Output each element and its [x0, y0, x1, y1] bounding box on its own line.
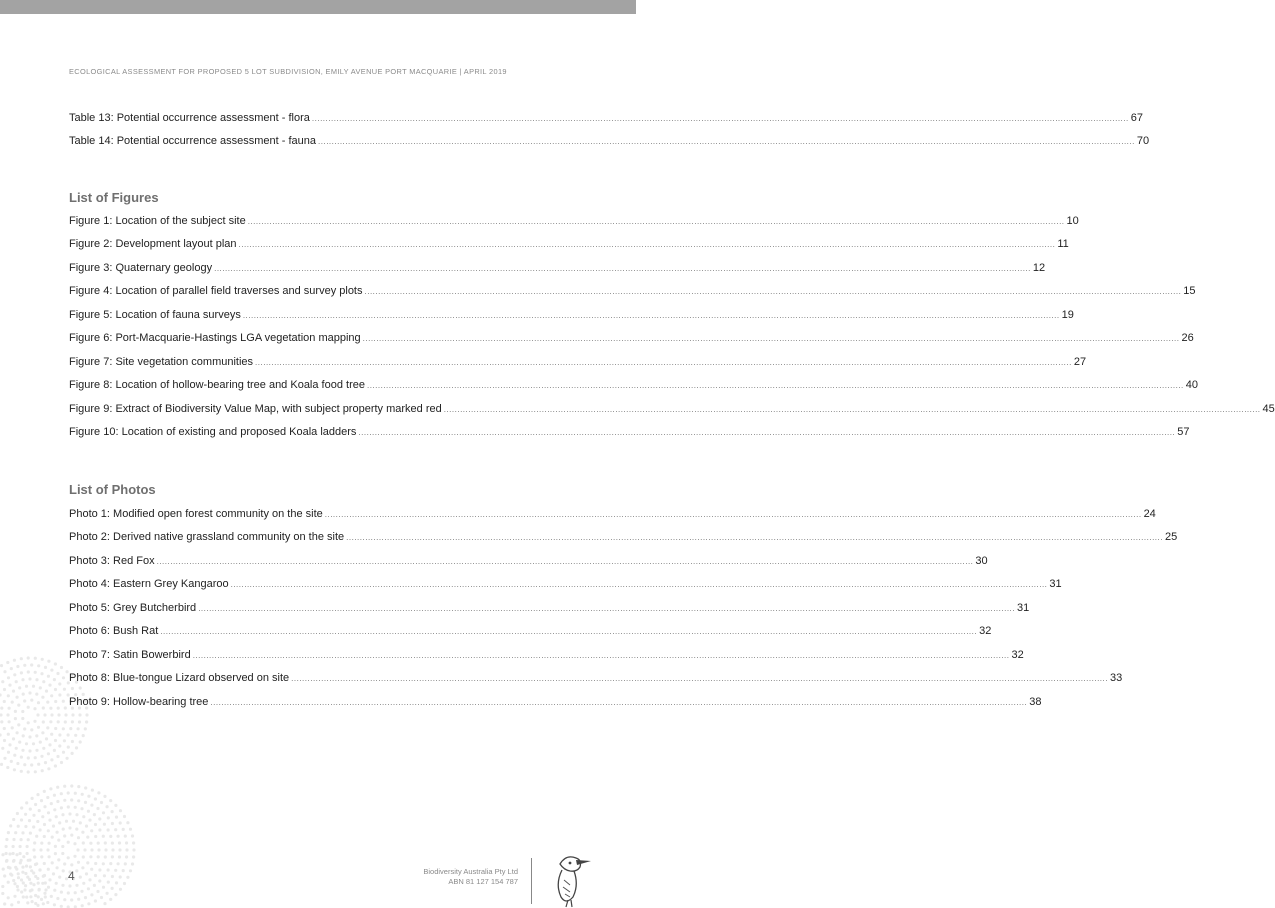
- toc-entry: [69, 135, 1150, 158]
- entry-title: Figure 7: Site vegetation communities: [69, 355, 254, 368]
- toc-entry: [69, 215, 1079, 238]
- page-number: 4: [68, 869, 75, 883]
- toc-entry: [69, 672, 1123, 695]
- dot-leader: ............................................................................................................................................................................................................................................................................................................: [443, 404, 1261, 414]
- entry-title: Photo 9: Hollow-bearing tree: [69, 695, 209, 708]
- dot-leader: ............................................................................................................................................................................................................................................................................................................: [156, 556, 974, 566]
- entry-title: Figure 8: Location of hollow-bearing tree and Koala food tree: [69, 379, 365, 392]
- dot-leader: ............................................................................................................................................................................................................................................................................................................: [255, 357, 1072, 367]
- dot-leader: ............................................................................................................................................................................................................................................................................................................: [238, 240, 1056, 250]
- list-of-figures: [69, 215, 1275, 449]
- entry-title: Figure 1: Location of the subject site: [69, 215, 246, 227]
- toc-entry: [69, 601, 1030, 625]
- running-header: ECOLOGICAL ASSESSMENT FOR PROPOSED 5 LOT SUBDIVISION, EMILY AVENUE PORT MACQUARIE | APRIL 2019: [69, 67, 507, 76]
- dot-leader: ............................................................................................................................................................................................................................................................................................................: [364, 287, 1182, 297]
- dot-leader: ............................................................................................................................................................................................................................................................................................................: [358, 427, 1176, 437]
- entry-page-number: 11: [1057, 238, 1069, 251]
- entry-page-number: 24: [1143, 508, 1156, 520]
- entry-title: Photo 2: Derived native grassland community on the site: [69, 531, 345, 544]
- entry-title: Figure 6: Port-Macquarie-Hastings LGA vegetation mapping: [69, 332, 361, 345]
- toc-entry: [69, 695, 1042, 719]
- entry-title: Photo 3: Red Fox: [69, 554, 155, 567]
- entry-title: Photo 6: Bush Rat: [69, 625, 159, 638]
- toc-entry: [69, 648, 1024, 672]
- toc-entry: [69, 238, 1069, 261]
- toc-entry: [69, 402, 1275, 426]
- entry-page-number: 70: [1136, 135, 1150, 148]
- entry-page-number: 10: [1066, 215, 1079, 227]
- entry-title: Figure 4: Location of parallel field traverses and survey plots: [69, 285, 363, 298]
- company-name: Biodiversity Australia Pty Ltd: [423, 867, 518, 876]
- dot-leader: ............................................................................................................................................................................................................................................................................................................: [192, 650, 1010, 660]
- entry-title: Photo 5: Grey Butcherbird: [69, 601, 197, 614]
- dot-leader: ............................................................................................................................................................................................................................................................................................................: [242, 310, 1060, 320]
- entry-page-number: 26: [1181, 332, 1194, 345]
- dot-leader: ............................................................................................................................................................................................................................................................................................................: [160, 627, 978, 637]
- entry-page-number: 30: [975, 554, 988, 567]
- entry-page-number: 38: [1029, 695, 1042, 708]
- toc-entry: [69, 531, 1178, 554]
- entry-page-number: 32: [979, 625, 992, 638]
- entry-page-number: 25: [1164, 531, 1178, 544]
- toc-entry: [69, 425, 1190, 449]
- toc-entry: [69, 578, 1062, 601]
- dot-leader: ............................................................................................................................................................................................................................................................................................................: [198, 603, 1015, 613]
- dot-leader: ............................................................................................................................................................................................................................................................................................................: [230, 580, 1048, 590]
- entry-page-number: 12: [1032, 261, 1046, 274]
- entry-title: Photo 7: Satin Bowerbird: [69, 648, 191, 661]
- dot-leader: ............................................................................................................................................................................................................................................................................................................: [362, 334, 1180, 344]
- toc-entry: [69, 261, 1046, 285]
- dot-leader: ............................................................................................................................................................................................................................................................................................................: [210, 697, 1028, 707]
- entry-page-number: 67: [1130, 112, 1143, 124]
- entry-title: Figure 2: Development layout plan: [69, 238, 237, 251]
- entry-title: Figure 3: Quaternary geology: [69, 261, 213, 274]
- dot-leader: ............................................................................................................................................................................................................................................................................................................: [346, 533, 1163, 543]
- entry-page-number: 40: [1185, 379, 1199, 392]
- entry-title: Photo 1: Modified open forest community on the site: [69, 508, 323, 520]
- entry-title: Table 14: Potential occurrence assessment - fauna: [69, 135, 317, 148]
- toc-entry: [69, 332, 1194, 355]
- toc-entry: [69, 355, 1087, 379]
- toc-entry: [69, 379, 1199, 402]
- dot-leader: ............................................................................................................................................................................................................................................................................................................: [311, 114, 1129, 123]
- toc-entry: [69, 112, 1143, 135]
- entry-page-number: 15: [1183, 285, 1196, 298]
- dot-leader: ............................................................................................................................................................................................................................................................................................................: [318, 137, 1135, 147]
- dot-leader: ............................................................................................................................................................................................................................................................................................................: [214, 263, 1031, 273]
- kookaburra-logo-icon: [546, 850, 596, 908]
- entry-page-number: 33: [1109, 672, 1123, 685]
- entry-page-number: 27: [1073, 355, 1087, 368]
- dot-leader: ............................................................................................................................................................................................................................................................................................................: [247, 217, 1065, 226]
- toc-entry: [69, 285, 1196, 308]
- toc-entry: [69, 508, 1156, 531]
- dot-leader: ............................................................................................................................................................................................................................................................................................................: [291, 674, 1108, 684]
- entry-title: Figure 5: Location of fauna surveys: [69, 308, 241, 321]
- toc-entry: [69, 625, 992, 648]
- list-of-tables-continued: [69, 112, 1150, 159]
- entry-page-number: 57: [1177, 425, 1190, 438]
- list-of-photos-heading: List of Photos: [69, 482, 156, 497]
- company-block: [423, 867, 518, 887]
- entry-page-number: 31: [1016, 601, 1030, 614]
- entry-title: Figure 9: Extract of Biodiversity Value Map, with subject property marked red: [69, 402, 442, 415]
- entry-title: Photo 4: Eastern Grey Kangaroo: [69, 578, 229, 591]
- toc-entry: [69, 308, 1074, 332]
- list-of-figures-heading: List of Figures: [69, 190, 159, 205]
- entry-title: Photo 8: Blue-tongue Lizard observed on site: [69, 672, 290, 685]
- entry-title: Table 13: Potential occurrence assessment - flora: [69, 112, 310, 124]
- company-abn: ABN 81 127 154 787: [448, 877, 518, 886]
- dot-leader: ............................................................................................................................................................................................................................................................................................................: [324, 510, 1142, 519]
- entry-page-number: 32: [1011, 648, 1024, 661]
- list-of-photos: [69, 508, 1178, 719]
- dot-leader: ............................................................................................................................................................................................................................................................................................................: [366, 381, 1184, 391]
- toc-entry: [69, 554, 988, 578]
- entry-page-number: 19: [1061, 308, 1074, 321]
- entry-title: Figure 10: Location of existing and proposed Koala ladders: [69, 425, 357, 438]
- footer-divider: [531, 858, 532, 904]
- entry-page-number: 45: [1262, 402, 1275, 415]
- entry-page-number: 31: [1049, 578, 1062, 591]
- top-band: [0, 0, 636, 14]
